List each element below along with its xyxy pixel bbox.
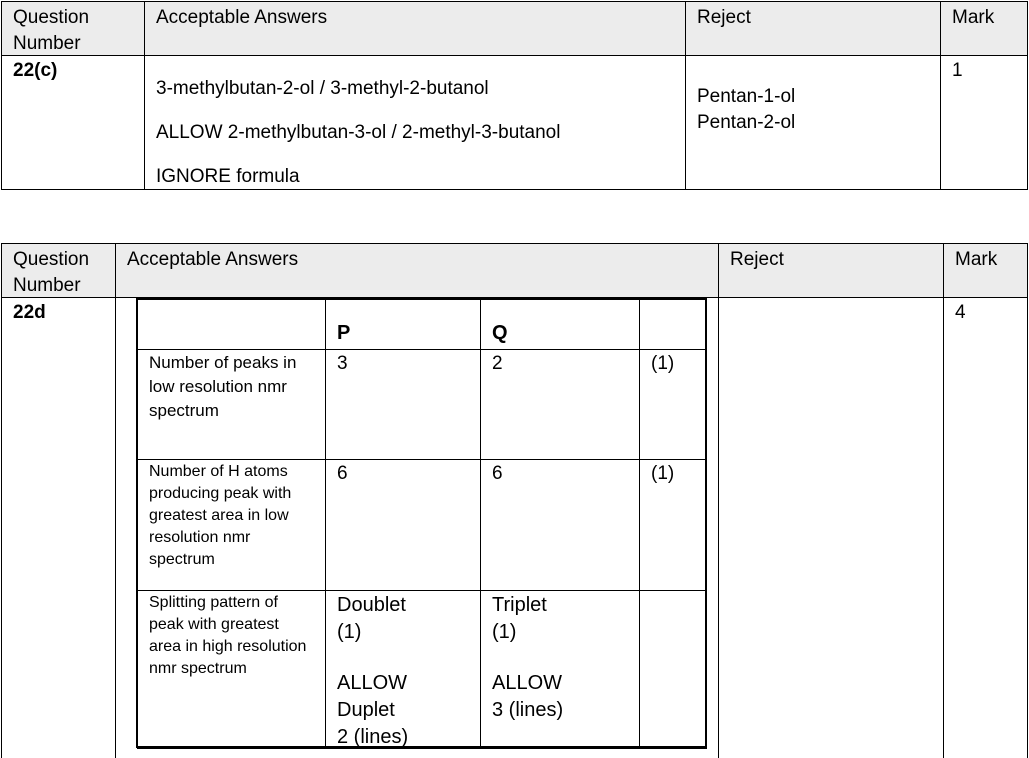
p-line: 2 (lines) [337, 726, 409, 748]
p-line: Duplet [337, 699, 395, 721]
inner-header-p: P [325, 299, 481, 350]
p-line: Doublet [337, 594, 406, 616]
row-mark-blank [639, 590, 707, 749]
answer-line: IGNORE formula [156, 166, 300, 187]
q-line: 3 (lines) [492, 699, 564, 721]
question-number-cell: 22(c) [1, 55, 145, 190]
header-reject: Reject [718, 243, 944, 298]
question-number-cell: 22d [1, 297, 116, 758]
row-value-q: 2 [480, 349, 640, 460]
header-acceptable-answers: Acceptable Answers [115, 243, 719, 298]
q-line: ALLOW [492, 672, 563, 694]
reject-line: Pentan-1-ol [697, 86, 796, 107]
mark-cell: 1 [940, 55, 1028, 190]
q-line: Triplet [492, 594, 547, 616]
inner-header-mark [639, 299, 707, 350]
row-value-q: 6 [480, 459, 640, 591]
acceptable-answers-cell [144, 55, 686, 190]
mark-cell: 4 [943, 297, 1028, 758]
inner-header-blank [137, 299, 326, 350]
header-question-number: Question Number [1, 1, 145, 56]
q-line: (1) [492, 621, 517, 643]
p-line [337, 646, 469, 670]
reject-cell [718, 297, 944, 758]
row-value-p: 6 [325, 459, 481, 591]
row-mark: (1) [639, 459, 707, 591]
row-value-p-splitting [325, 590, 481, 749]
row-value-q-splitting [480, 590, 640, 749]
row-label-splitting: Splitting pattern of peak with greatest area in high resolution nmr spectrum [137, 590, 326, 749]
q-line [492, 646, 628, 670]
nmr-comparison-table [136, 298, 707, 748]
header-reject: Reject [685, 1, 941, 56]
reject-cell [685, 55, 941, 190]
p-line: (1) [337, 621, 362, 643]
row-value-p: 3 [325, 349, 481, 460]
header-question-number: Question Number [1, 243, 116, 298]
answer-line: 3-methylbutan-2-ol / 3-methyl-2-butanol [156, 78, 489, 99]
row-mark: (1) [639, 349, 707, 460]
row-label-peaks: Number of peaks in low resolution nmr spectrum [137, 349, 326, 460]
header-mark: Mark [940, 1, 1028, 56]
p-line: ALLOW [337, 672, 408, 694]
inner-header-q: Q [480, 299, 640, 350]
row-label-h-atoms: Number of H atoms producing peak with greatest area in low resolution nmr spectrum [137, 459, 326, 591]
header-mark: Mark [943, 243, 1028, 298]
header-acceptable-answers: Acceptable Answers [144, 1, 686, 56]
answer-line: ALLOW 2-methylbutan-3-ol / 2-methyl-3-butanol [156, 122, 561, 143]
reject-line: Pentan-2-ol [697, 112, 796, 133]
